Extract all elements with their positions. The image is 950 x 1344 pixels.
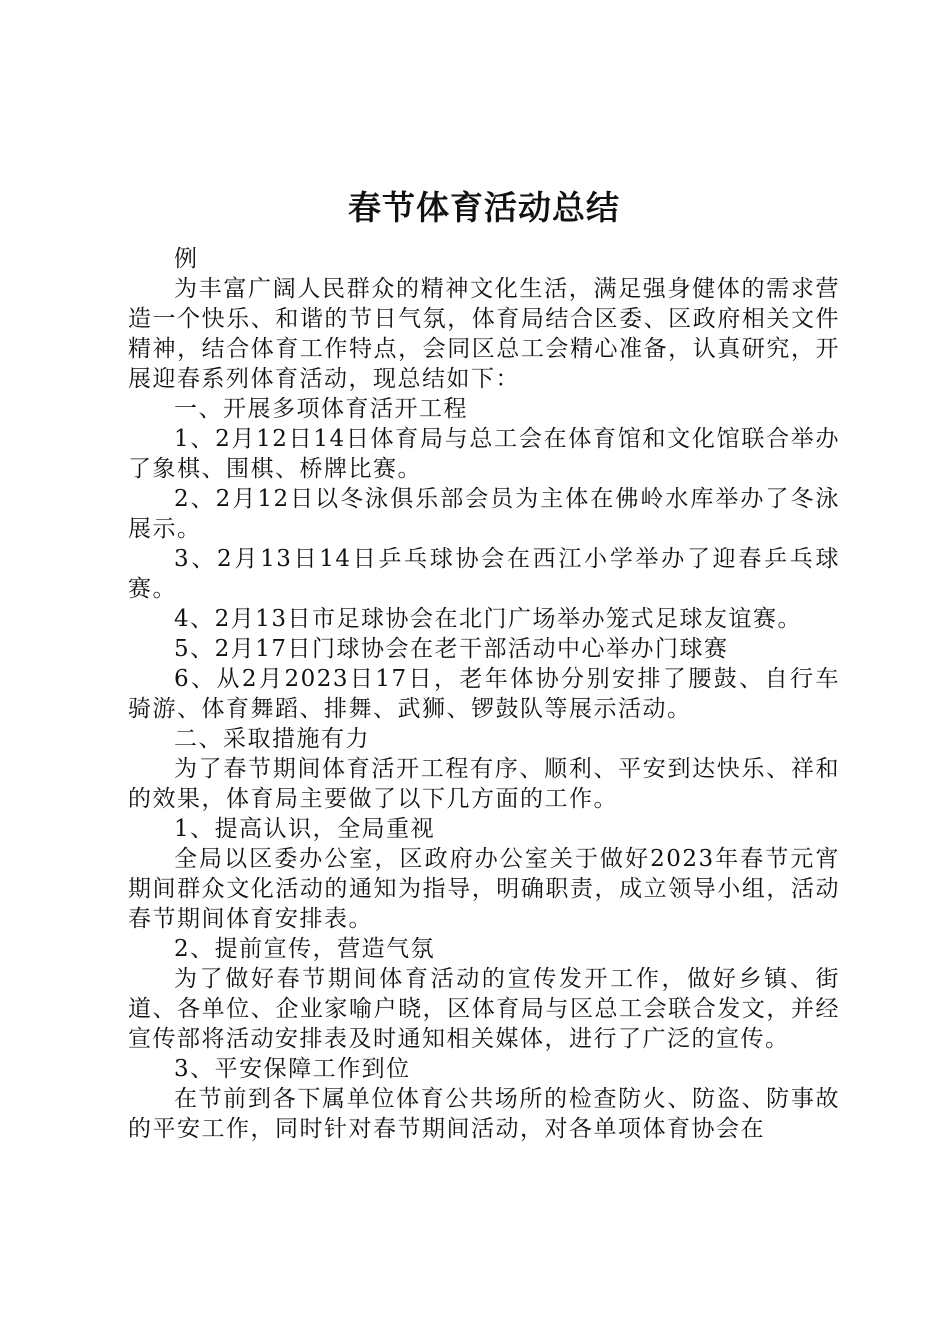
body-paragraph: 全局以区委办公室，区政府办公室关于做好2023年春节元宵期间群众文化活动的通知为指导，明确职责，成立领导小组，活动春节期间体育安排表。 (128, 846, 840, 932)
list-item: 4、2月13日市足球协会在北门广场举办笼式足球友谊赛。 (174, 606, 803, 632)
section-heading-2: 二、采取措施有力 (174, 726, 370, 752)
document-title: 春节体育活动总结 (348, 188, 620, 227)
section-heading-1: 一、开展多项体育活开工程 (174, 396, 468, 422)
subheading: 3、平安保障工作到位 (174, 1056, 411, 1082)
body-paragraph: 为了春节期间体育活开工程有序、顺利、平安到达快乐、祥和的效果，体育局主要做了以下几方面的工作。 (128, 756, 840, 812)
document-body (128, 244, 840, 1144)
list-item: 3、2月13日14日乒乓球协会在西江小学举办了迎春乒乓球赛。 (128, 546, 840, 602)
list-item: 5、2月17日门球协会在老干部活动中心举办门球赛 (174, 636, 729, 662)
document-page (128, 186, 840, 1144)
subheading: 2、提前宣传，营造气氛 (174, 936, 436, 962)
body-paragraph: 为了做好春节期间体育活动的宣传发开工作，做好乡镇、街道、各单位、企业家喻户晓，区体育局与区总工会联合发文，并经宣传部将活动安排表及时通知相关媒体，进行了广泛的宣传。 (128, 966, 840, 1052)
intro-label: 例 (174, 246, 199, 272)
intro-paragraph: 为丰富广阔人民群众的精神文化生活，满足强身健体的需求营造一个快乐、和谐的节日气氛，体育局结合区委、区政府相关文件精神，结合体育工作特点，会同区总工会精心准备，认真研究，开展迎春系列体育活动，现总结如下： (128, 276, 840, 392)
subheading: 1、提高认识，全局重视 (174, 816, 436, 842)
list-item: 1、2月12日14日体育局与总工会在体育馆和文化馆联合举办了象棋、围棋、桥牌比赛。 (128, 426, 840, 482)
list-item: 2、2月12日以冬泳俱乐部会员为主体在佛岭水库举办了冬泳展示。 (128, 486, 840, 542)
body-paragraph: 在节前到各下属单位体育公共场所的检查防火、防盗、防事故的平安工作，同时针对春节期间活动，对各单项体育协会在 (128, 1086, 840, 1142)
list-item: 6、从2月2023日17日，老年体协分别安排了腰鼓、自行车骑游、体育舞蹈、排舞、武狮、锣鼓队等展示活动。 (128, 666, 840, 722)
